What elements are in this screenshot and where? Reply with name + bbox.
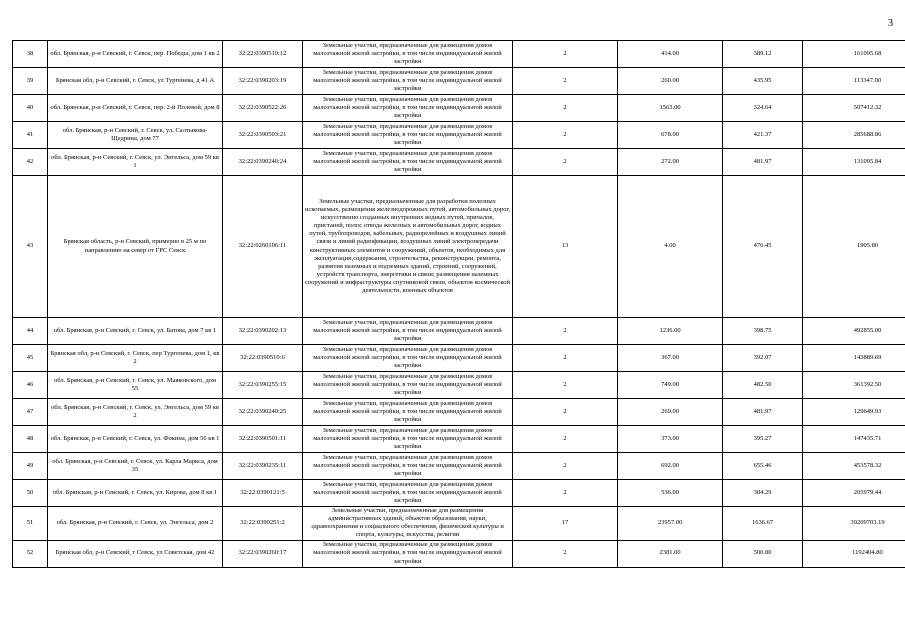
cadastral-number-cell: 32:22:0390510:6 xyxy=(223,345,303,372)
cadastral-number-cell: 32:22:0390501:11 xyxy=(223,426,303,453)
area-cell: 414.00 xyxy=(618,41,723,68)
land-use-category-cell: Земельные участки, предназначенные для размещения домов малоэтажной жилой застройки, в том числе индивидуальной жилой застройки xyxy=(303,122,513,149)
cadastral-number-cell: 32:22:0390240:24 xyxy=(223,149,303,176)
cadastral-number-cell: 32:22:0390121:5 xyxy=(223,480,303,507)
address-cell: обл. Брянская, р-н Севский, г. Севск, ул. Энгельса, дом 2 xyxy=(48,507,223,541)
area-cell: 749.00 xyxy=(618,372,723,399)
area-cell: 692.00 xyxy=(618,453,723,480)
cadastral-value-cell: 113347.00 xyxy=(803,68,905,95)
specific-value-cell: 482.50 xyxy=(723,372,803,399)
specific-value-cell: 421.37 xyxy=(723,122,803,149)
group-cell: 2 xyxy=(513,345,618,372)
cadastral-value-cell: 39209703.19 xyxy=(803,507,905,541)
cadastral-number-cell: 32:22:0390260:17 xyxy=(223,540,303,567)
table-row xyxy=(13,95,905,122)
table-row xyxy=(13,372,905,399)
cadastral-value-cell: 453578.32 xyxy=(803,453,905,480)
address-cell: обл. Брянская, р-н Севский, г. Севск, ул. Энгельса, дом 59 кв 1 xyxy=(48,149,223,176)
land-use-category-cell: Земельные участки, предназначенные для размещения домов малоэтажной жилой застройки, в том числе индивидуальной жилой застройки xyxy=(303,149,513,176)
address-cell: обл. Брянская, р-н Севский, г. Севск, ул. Кирова, дом 8 кв 1 xyxy=(48,480,223,507)
cadastral-value-cell: 492855.00 xyxy=(803,318,905,345)
group-cell: 2 xyxy=(513,318,618,345)
row-number: 49 xyxy=(13,453,48,480)
row-number: 42 xyxy=(13,149,48,176)
area-cell: 260.00 xyxy=(618,68,723,95)
address-cell: обл. Брянская, р-н Севский, г. Севск, ул. Маяковского, дом 55 xyxy=(48,372,223,399)
cadastral-number-cell: 32:22:0390240:25 xyxy=(223,399,303,426)
specific-value-cell: 500.80 xyxy=(723,540,803,567)
area-cell: 373.00 xyxy=(618,426,723,453)
specific-value-cell: 395.27 xyxy=(723,426,803,453)
land-use-category-cell: Земельные участки, предназначенные для размещения домов малоэтажной жилой застройки, в том числе индивидуальной жилой застройки xyxy=(303,540,513,567)
group-cell: 2 xyxy=(513,41,618,68)
land-use-category-cell: Земельные участки, предназначенные для размещения домов малоэтажной жилой застройки, в том числе индивидуальной жилой застройки xyxy=(303,426,513,453)
land-use-category-cell: Земельные участки, предназначенные для размещения домов малоэтажной жилой застройки, в том числе индивидуальной жилой застройки xyxy=(303,68,513,95)
cadastral-value-cell: 507412.32 xyxy=(803,95,905,122)
group-cell: 2 xyxy=(513,95,618,122)
row-number: 45 xyxy=(13,345,48,372)
address-cell: Брянская обл, р-н Севский, г. Севск, ул Тургенева, д 41 А xyxy=(48,68,223,95)
table-row xyxy=(13,318,905,345)
land-use-category-cell: Земельные участки, предназначенные для размещения домов малоэтажной жилой застройки, в том числе индивидуальной жилой застройки xyxy=(303,345,513,372)
land-use-category-cell: Земельные участки, предназначенные для размещения домов малоэтажной жилой застройки, в том числе индивидуальной жилой застройки xyxy=(303,399,513,426)
group-cell: 17 xyxy=(513,507,618,541)
area-cell: 2381.00 xyxy=(618,540,723,567)
area-cell: 272.00 xyxy=(618,149,723,176)
area-cell: 269.00 xyxy=(618,399,723,426)
land-plots-table xyxy=(12,40,905,568)
specific-value-cell: 481.97 xyxy=(723,149,803,176)
row-number: 39 xyxy=(13,68,48,95)
group-cell: 2 xyxy=(513,122,618,149)
cadastral-number-cell: 32:22:0390519:12 xyxy=(223,41,303,68)
cadastral-number-cell: 32:22:0390203:19 xyxy=(223,68,303,95)
address-cell: Брянская обл, р-н Севский, г. Севск, пер Тургенева, дом 1, кв 2 xyxy=(48,345,223,372)
land-use-category-cell: Земельные участки, предназначенные для разработки полезных ископаемых, размещения железнодорожных путей, автомобильных дорог, искусственно созданных внутренних водных путей, причалов, пристаней, полос отвода железных и автомобильных дорог, водных путей, трубопроводов, кабельных, радиорелейных и воздушных линий связи и линий радиофикации, воздушных линий электропередачи конструктивных элементов и сооружений, объектов, необходимых для эксплуатации,содержания, строительства, реконструкции, ремонта, развития наземных и подземных зданий, строений, сооружений, устройств транспорта, энергетики и связи; размещения наземных сооружений и инфраструктуры спутниковой связи, объектов космической деятельности, военных объектов xyxy=(303,176,513,318)
cadastral-number-cell: 32:22:0390522:26 xyxy=(223,95,303,122)
address-cell: обл. Брянская, р-н Севский, г. Севск, ул. Батова, дом 7 кв 1 xyxy=(48,318,223,345)
row-number: 48 xyxy=(13,426,48,453)
area-cell: 1563.00 xyxy=(618,95,723,122)
specific-value-cell: 398.75 xyxy=(723,318,803,345)
cadastral-value-cell: 1905.80 xyxy=(803,176,905,318)
land-use-category-cell: Земельные участки, предназначенные для размещения домов малоэтажной жилой застройки, в том числе индивидуальной жилой застройки xyxy=(303,41,513,68)
group-cell: 2 xyxy=(513,68,618,95)
cadastral-value-cell: 205979.44 xyxy=(803,480,905,507)
land-use-category-cell: Земельные участки, предназначенные для размещения домов малоэтажной жилой застройки, в том числе индивидуальной жилой застройки xyxy=(303,453,513,480)
group-cell: 2 xyxy=(513,540,618,567)
specific-value-cell: 435.95 xyxy=(723,68,803,95)
address-cell: обл. Брянская, р-н Севский, г. Севск, ул. Салтыкова-Щедрина, дом 77 xyxy=(48,122,223,149)
group-cell: 2 xyxy=(513,453,618,480)
address-cell: Брянская обл, р-н Севский, г Севск, ул Советская, дом 42 xyxy=(48,540,223,567)
table-row xyxy=(13,41,905,68)
specific-value-cell: 392.07 xyxy=(723,345,803,372)
group-cell: 2 xyxy=(513,480,618,507)
specific-value-cell: 389.12 xyxy=(723,41,803,68)
table-body xyxy=(13,41,905,568)
land-use-category-cell: Земельные участки, предназначенные для размещения домов малоэтажной жилой застройки, в том числе индивидуальной жилой застройки xyxy=(303,372,513,399)
land-use-category-cell: Земельные участки, предназначенные для размещения административных зданий, объектов образования, науки, здравоохранения и социального обеспечения, физической культуры и спорта, культуры, искусства, религии xyxy=(303,507,513,541)
specific-value-cell: 324.64 xyxy=(723,95,803,122)
specific-value-cell: 1636.67 xyxy=(723,507,803,541)
area-cell: 678.00 xyxy=(618,122,723,149)
cadastral-value-cell: 143889.69 xyxy=(803,345,905,372)
row-number: 51 xyxy=(13,507,48,541)
table-row xyxy=(13,399,905,426)
address-cell: обл. Брянская, р-н Севский, г. Севск, ул. Энгельса, дом 59 кв 2 xyxy=(48,399,223,426)
row-number: 52 xyxy=(13,540,48,567)
area-cell: 4.00 xyxy=(618,176,723,318)
cadastral-value-cell: 1192404.80 xyxy=(803,540,905,567)
group-cell: 2 xyxy=(513,149,618,176)
table-row xyxy=(13,507,905,541)
cadastral-value-cell: 361392.50 xyxy=(803,372,905,399)
row-number: 46 xyxy=(13,372,48,399)
cadastral-number-cell: 32:22:0390202:13 xyxy=(223,318,303,345)
table-row xyxy=(13,176,905,318)
group-cell: 2 xyxy=(513,426,618,453)
specific-value-cell: 655.46 xyxy=(723,453,803,480)
land-use-category-cell: Земельные участки, предназначенные для размещения домов малоэтажной жилой застройки, в том числе индивидуальной жилой застройки xyxy=(303,480,513,507)
group-cell: 13 xyxy=(513,176,618,318)
cadastral-number-cell: 32:22:0390235:11 xyxy=(223,453,303,480)
row-number: 38 xyxy=(13,41,48,68)
table-row xyxy=(13,122,905,149)
cadastral-value-cell: 131095.84 xyxy=(803,149,905,176)
cadastral-value-cell: 147435.71 xyxy=(803,426,905,453)
specific-value-cell: 384.29 xyxy=(723,480,803,507)
area-cell: 367.00 xyxy=(618,345,723,372)
land-use-category-cell: Земельные участки, предназначенные для размещения домов малоэтажной жилой застройки, в том числе индивидуальной жилой застройки xyxy=(303,95,513,122)
row-number: 40 xyxy=(13,95,48,122)
page-number: 3 xyxy=(888,18,893,29)
land-use-category-cell: Земельные участки, предназначенные для размещения домов малоэтажной жилой застройки, в том числе индивидуальной жилой застройки xyxy=(303,318,513,345)
address-cell: обл. Брянская, р-н Севский, г. Севск, ул. Карла Маркса, дом 35 xyxy=(48,453,223,480)
group-cell: 2 xyxy=(513,372,618,399)
cadastral-value-cell: 161095.68 xyxy=(803,41,905,68)
area-cell: 536.00 xyxy=(618,480,723,507)
address-cell: Брянская область, р-н Севский, примерно в 25 м по направлению на север от ГРС Севск xyxy=(48,176,223,318)
table-row xyxy=(13,149,905,176)
row-number: 50 xyxy=(13,480,48,507)
table-row xyxy=(13,426,905,453)
cadastral-number-cell: 32:22:0390255:15 xyxy=(223,372,303,399)
row-number: 47 xyxy=(13,399,48,426)
address-cell: обл. Брянская, р-н Севский, г. Севск, пер. Победы, дом 1 кв 2 xyxy=(48,41,223,68)
row-number: 43 xyxy=(13,176,48,318)
table-row xyxy=(13,480,905,507)
cadastral-value-cell: 285688.86 xyxy=(803,122,905,149)
table-row xyxy=(13,345,905,372)
table-row xyxy=(13,540,905,567)
area-cell: 23957.00 xyxy=(618,507,723,541)
address-cell: обл. Брянская, р-н Севский, г. Севск, ул. Фокина, дом 56 кв 1 xyxy=(48,426,223,453)
row-number: 44 xyxy=(13,318,48,345)
table-row xyxy=(13,68,905,95)
row-number: 41 xyxy=(13,122,48,149)
cadastral-number-cell: 32:22:0390251:2 xyxy=(223,507,303,541)
group-cell: 2 xyxy=(513,399,618,426)
table-row xyxy=(13,453,905,480)
cadastral-number-cell: 32:22:0260106:11 xyxy=(223,176,303,318)
specific-value-cell: 476.45 xyxy=(723,176,803,318)
address-cell: обл. Брянская, р-н Севский, г. Севск, пер. 2-й Полевой, дом 8 xyxy=(48,95,223,122)
area-cell: 1236.00 xyxy=(618,318,723,345)
specific-value-cell: 481.97 xyxy=(723,399,803,426)
cadastral-value-cell: 129649.93 xyxy=(803,399,905,426)
cadastral-number-cell: 32:22:0390503:21 xyxy=(223,122,303,149)
